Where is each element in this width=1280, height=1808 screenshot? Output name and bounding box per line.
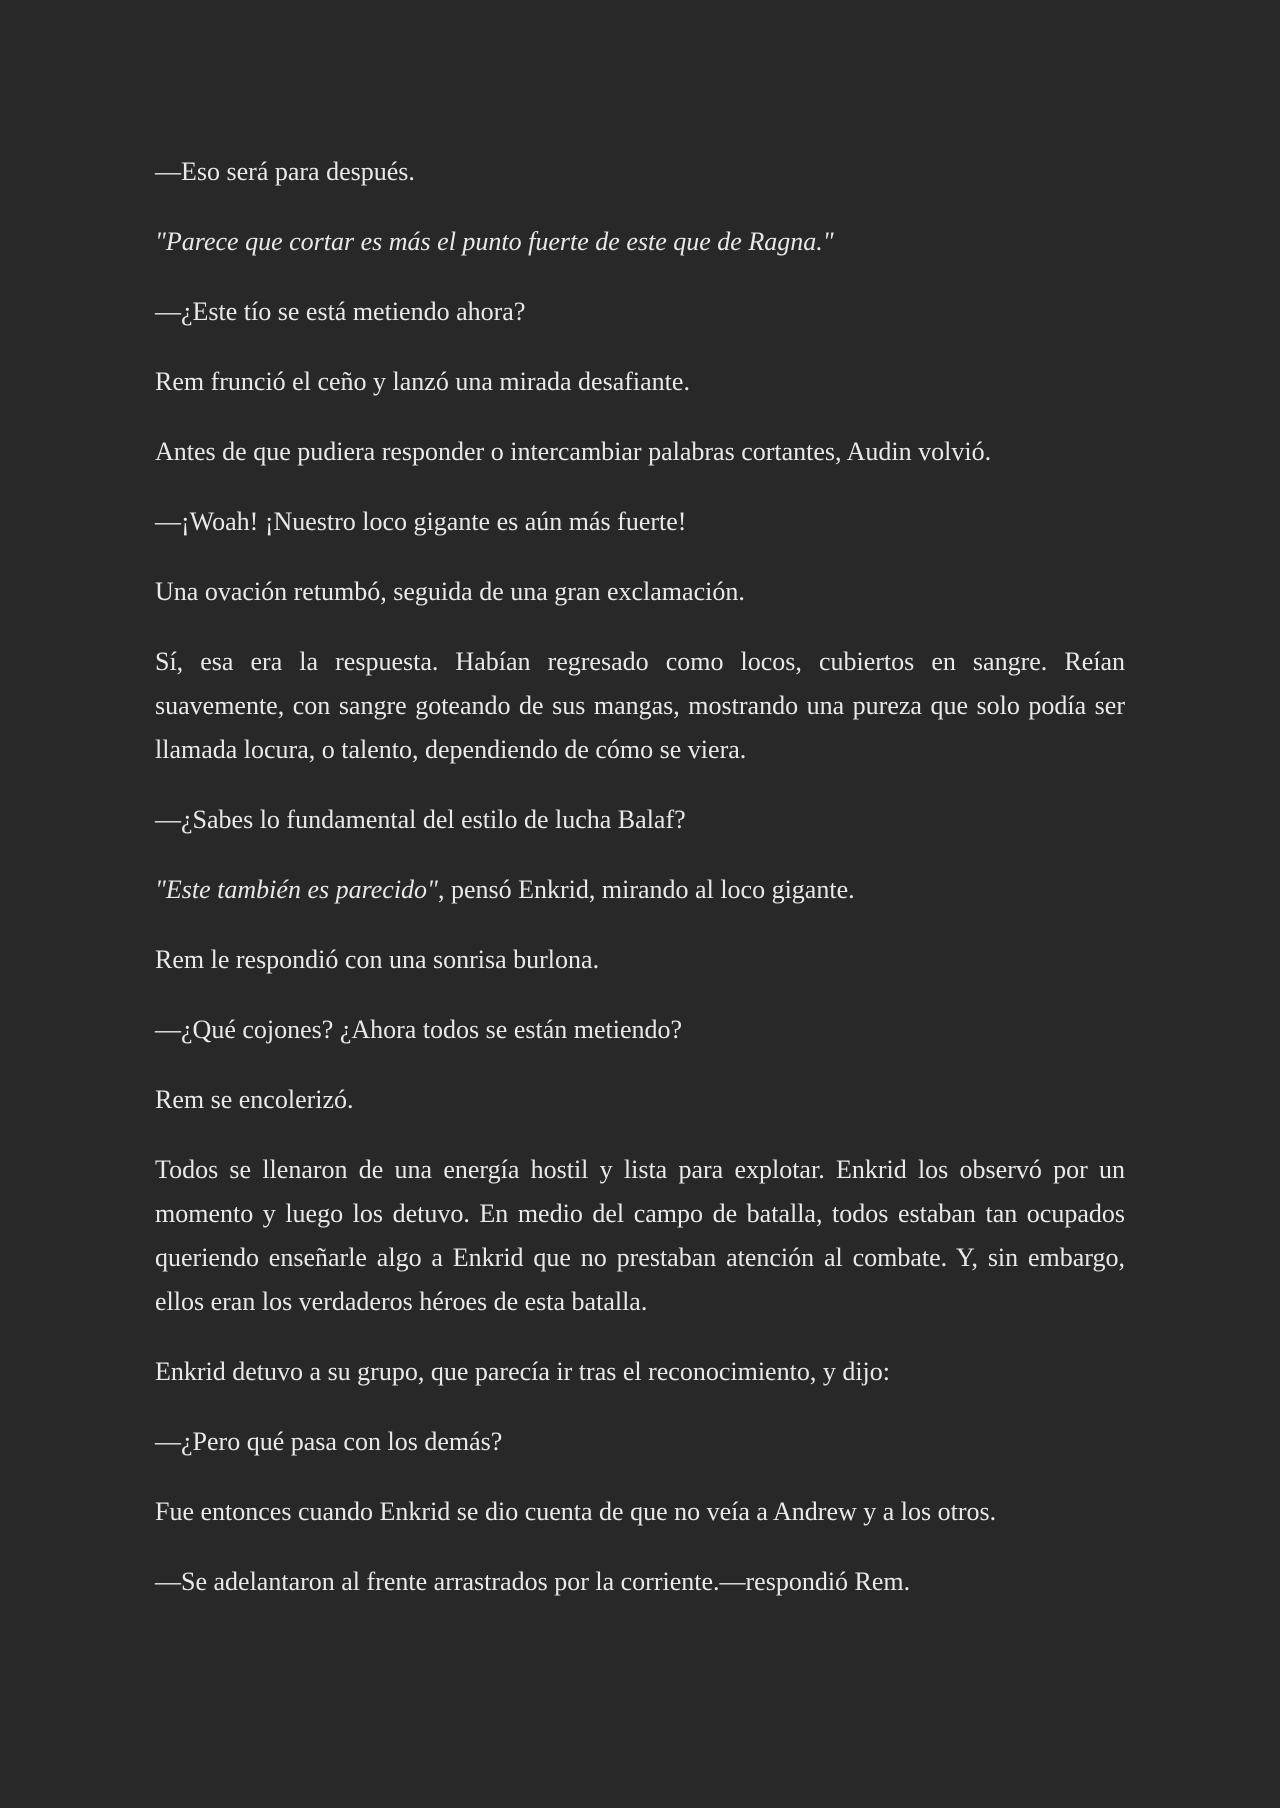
dialogue-paragraph: —Eso será para después. — [155, 157, 415, 186]
narration-paragraph: Enkrid detuvo a su grupo, que parecía ir tras el reconocimiento, y dijo: — [155, 1357, 890, 1386]
dialogue-paragraph: —¿Qué cojones? ¿Ahora todos se están metiendo? — [155, 1015, 683, 1044]
narration-text: , pensó Enkrid, mirando al loco gigante. — [437, 875, 855, 904]
narration-paragraph: Antes de que pudiera responder o intercambiar palabras cortantes, Audin volvió. — [155, 437, 992, 466]
thought-text: "Este también es parecido" — [155, 875, 438, 904]
narration-paragraph: Rem se encolerizó. — [155, 1085, 354, 1114]
dialogue-paragraph: —¡Woah! ¡Nuestro loco gigante es aún más fuerte! — [155, 507, 687, 536]
dialogue-paragraph: —¿Pero qué pasa con los demás? — [155, 1427, 503, 1456]
narration-paragraph: Sí, esa era la respuesta. Habían regresado como locos, cubiertos en sangre. Reían suavemente, con sangre goteando de sus mangas, mostrando una pureza que solo podía ser llamada locura, o talento, dependiendo de cómo se viera. — [155, 647, 1125, 764]
narration-paragraph: Rem frunció el ceño y lanzó una mirada desafiante. — [155, 367, 690, 396]
mixed-paragraph — [155, 868, 1125, 912]
dialogue-paragraph: —¿Sabes lo fundamental del estilo de lucha Balaf? — [155, 805, 686, 834]
chapter-text — [155, 150, 1125, 1604]
narration-paragraph: Fue entonces cuando Enkrid se dio cuenta de que no veía a Andrew y a los otros. — [155, 1497, 997, 1526]
thought-paragraph: "Parece que cortar es más el punto fuerte de este que de Ragna." — [155, 227, 834, 256]
dialogue-paragraph: —¿Este tío se está metiendo ahora? — [155, 297, 526, 326]
narration-paragraph: Rem le respondió con una sonrisa burlona. — [155, 945, 600, 974]
dialogue-paragraph: —Se adelantaron al frente arrastrados por la corriente.—respondió Rem. — [155, 1567, 911, 1596]
narration-paragraph: Una ovación retumbó, seguida de una gran exclamación. — [155, 577, 745, 606]
narration-paragraph: Todos se llenaron de una energía hostil y lista para explotar. Enkrid los observó por un momento y luego los detuvo. En medio del campo de batalla, todos estaban tan ocupados queriendo enseñarle algo a Enkrid que no prestaban atención al combate. Y, sin embargo, ellos eran los verdaderos héroes de esta batalla. — [155, 1155, 1125, 1316]
